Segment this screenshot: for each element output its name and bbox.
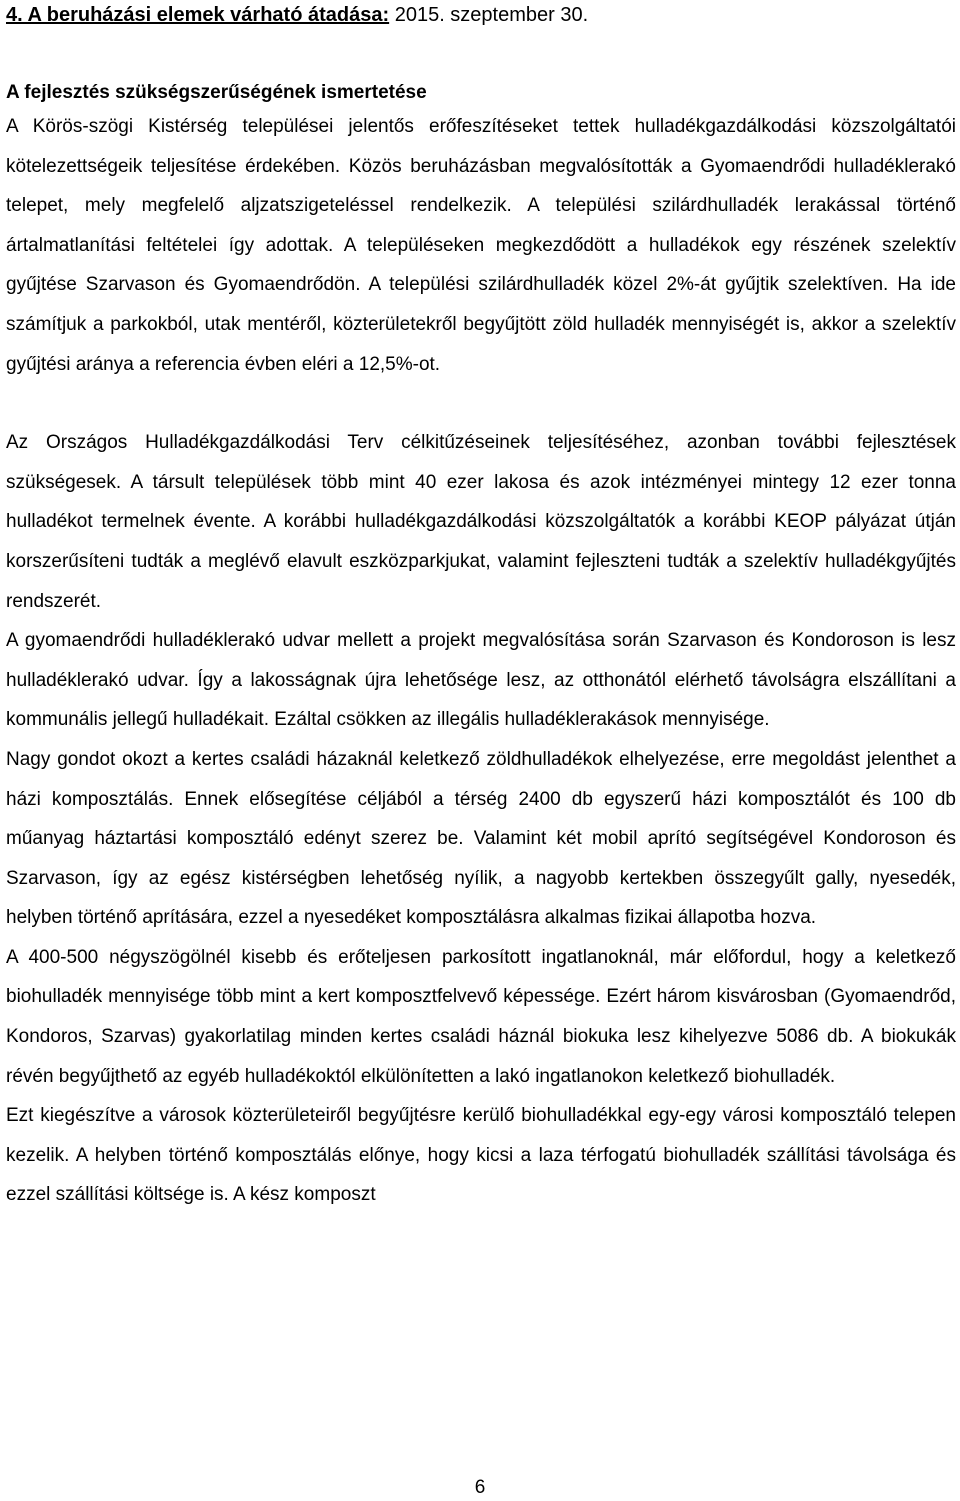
paragraph-2: Az Országos Hulladékgazdálkodási Terv célkitűzéseinek teljesítéséhez, azonban további fejlesztések szükségesek. A társult települések több mint 40 ezer lakosa és azok intézményei mintegy 12 ezer tonna hulladékot termelnek évente. A korábbi hulladékgazdálkodási közszolgáltatók a korábbi KEOP pályázat útján korszerűsíteni tudták a meglévő elavult eszközparkjukat, valamint fejleszteni tudták a szelektív hulladékgyűjtés rendszerét. <box>6 432 956 612</box>
paragraph-6: Ezt kiegészítve a városok közterületeiről begyűjtésre kerülő biohulladékkal egy-egy városi komposztáló telepen kezelik. A helyben történő komposztálás előnye, hogy kicsi a laza térfogatú biohulladék szállítási távolsága és ezzel szállítási költsége is. A kész komposzt <box>6 1105 956 1206</box>
paragraph-4: Nagy gondot okozt a kertes családi házaknál keletkező zöldhulladékok elhelyezése, erre megoldást jelenthet a házi komposztálás. Ennek elősegítése céljából a térség 2400 db egyszerű házi komposztálót és 100 db műanyag háztartási komposztáló edényt szerez be. Valamint két mobil aprító segítségével Kondoroson és Szarvason, így az egész kistérségben lehetőség nyílik, a nagyobb kertekben összegyűlt gally, nyesedék, helyben történő aprítására, ezzel a nyesedéket komposztálásra alkalmas fizikai állapotba hozva. <box>6 748 956 929</box>
paragraph-1: A Körös-szögi Kistérség települései jelentős erőfeszítéseket tettek hulladékgazdálkodási közszolgáltatói kötelezettségeik teljesítése érdekében. Közös beruházásban megvalósították a Gyomaendrődi hulladéklerakó telepet, mely megfelelő aljzatszigeteléssel rendelkezik. A települési szilárdhulladék lerakással történő ártalmatlanítási feltételei így adottak. A településeken megkezdődött a hulladékok egy részének szelektív gyűjtése Szarvason és Gyomaendrődön. A települési szilárdhulladék közel 2%-át gyűjtik szelektíven. Ha ide számítjuk a parkokból, utak mentéről, közterületekről begyűjtött zöld hulladék mennyiségét is, akkor a szelektív gyűjtési aránya a referencia évben eléri a 12,5%-ot. <box>6 116 956 375</box>
document-page <box>6 0 956 1215</box>
section-heading <box>6 2 956 28</box>
paragraph-5: A 400-500 négyszögölnél kisebb és erőteljesen parkosított ingatlanoknál, már előfordul, hogy a keletkező biohulladék mennyisége több mint a kert komposztfelvevő képessége. Ezért három kisvárosban (Gyomaendrőd, Kondoros, Szarvas) gyakorlatilag minden kertes családi háznál biokuka lesz kihelyezve 5086 db. A biokukák révén begyűjthető az egyéb hulladékoktól elkülönítetten a lakó ingatlanokon keletkező biohulladék. <box>6 946 956 1087</box>
page-number: 6 <box>474 1477 486 1498</box>
section-heading-label: 4. A beruházási elemek várható átadása: <box>6 4 390 26</box>
section-title: A fejlesztés szükségszerűségének ismertetése <box>6 82 427 103</box>
paragraph-spacer <box>6 384 956 423</box>
paragraph-3: A gyomaendrődi hulladéklerakó udvar mellett a projekt megvalósítása során Szarvason és Kondoroson is lesz hulladéklerakó udvar. Így a lakosságnak újra lehetősége lesz, az otthonától elérhető távolságra elszállítani a kommunális jellegű hulladékait. Ezáltal csökken az illegális hulladéklerakások mennyisége. <box>6 630 956 731</box>
handover-date: 2015. szeptember 30. <box>389 4 589 26</box>
